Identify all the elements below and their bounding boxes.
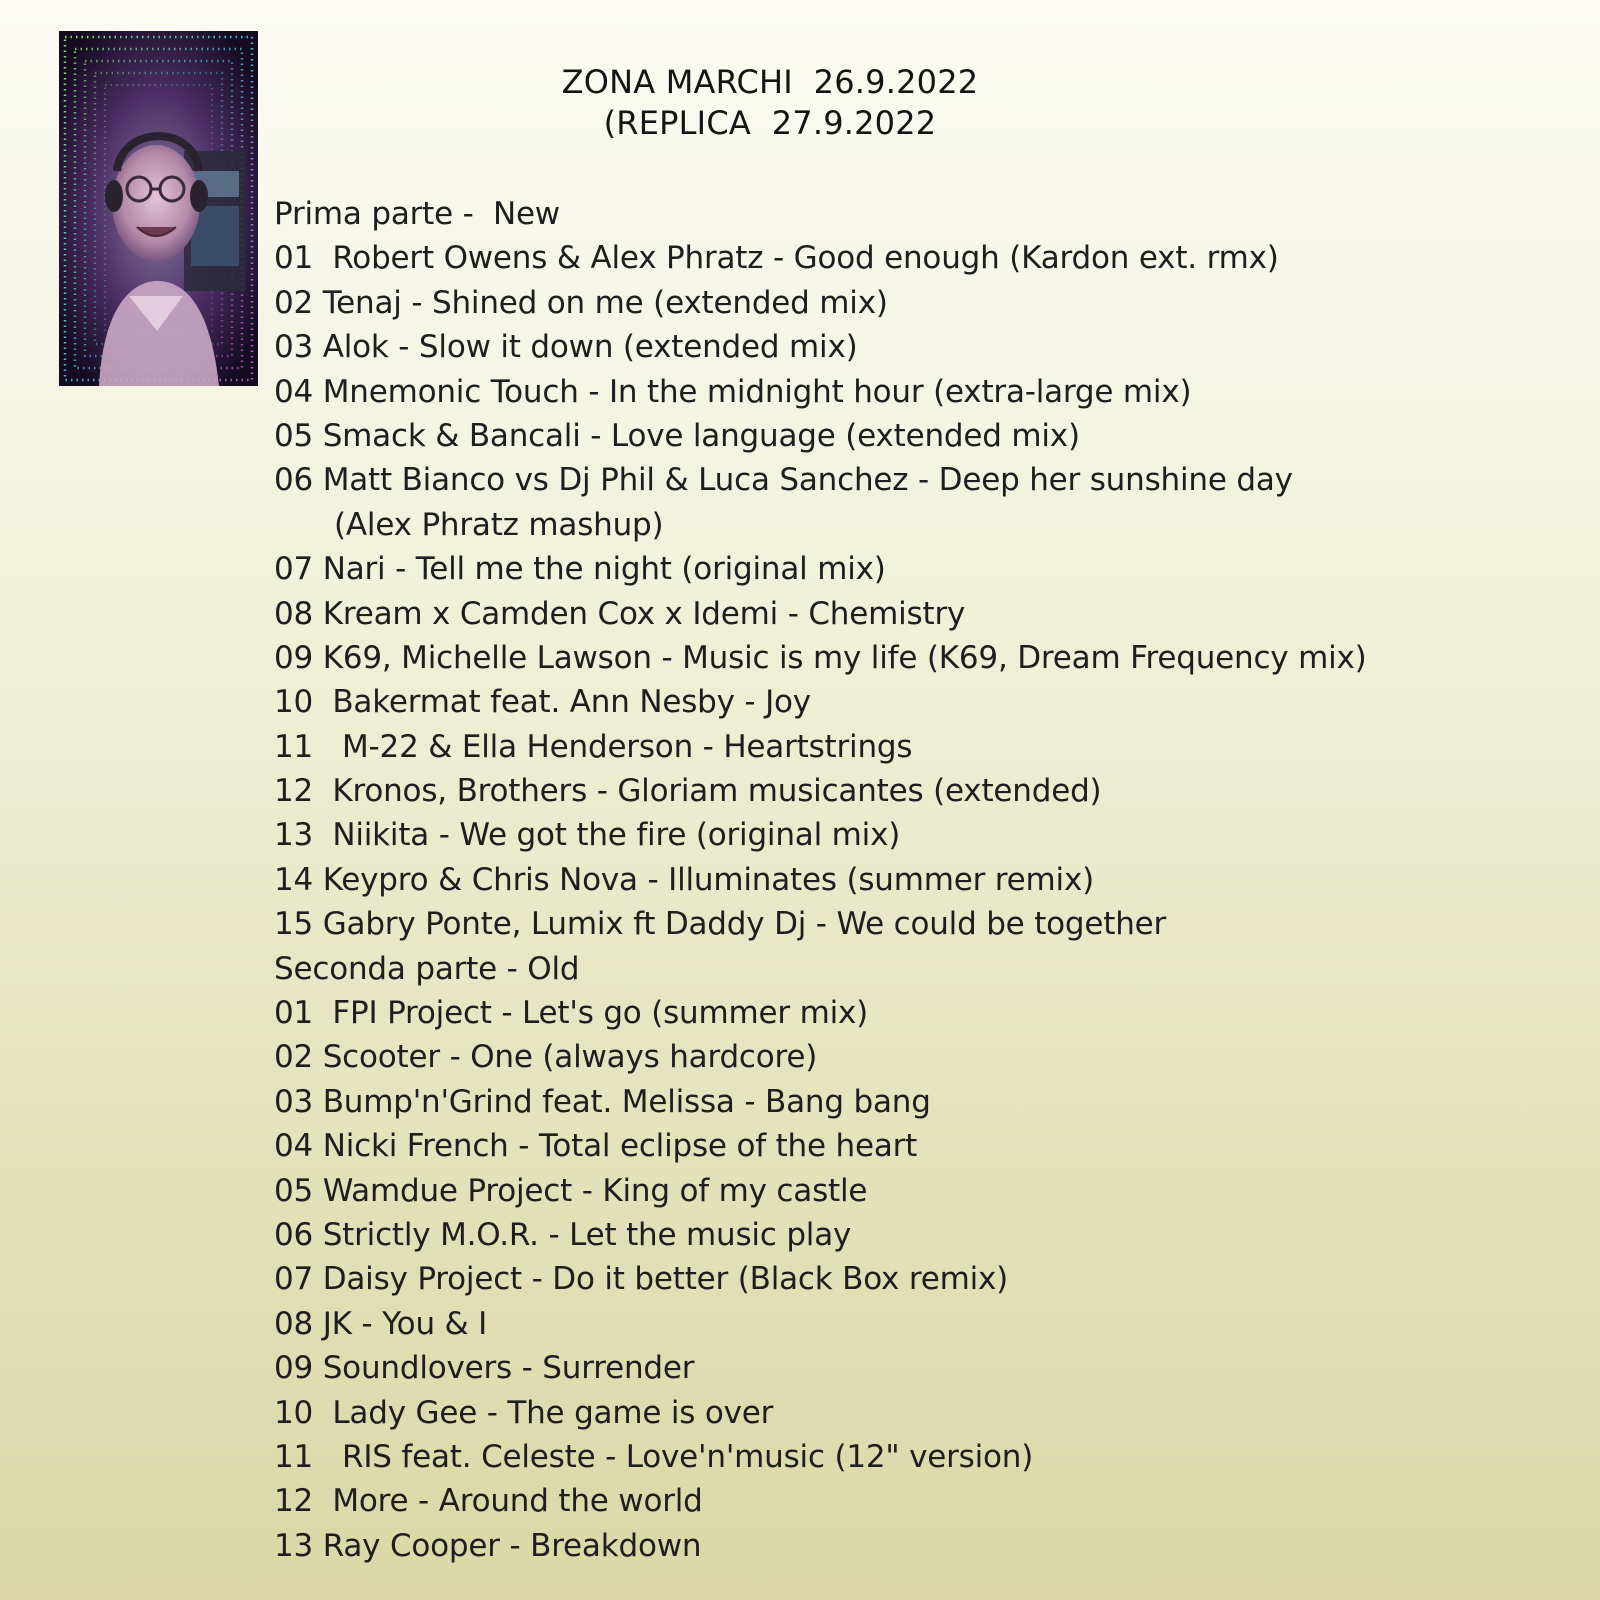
section-heading-old: Seconda parte - Old: [274, 950, 580, 987]
track-item-continuation: (Alex Phratz mashup): [334, 506, 664, 543]
track-item: 12 More - Around the world: [274, 1483, 703, 1520]
track-item: 11 RIS feat. Celeste - Love'n'music (12" version): [274, 1438, 1034, 1475]
track-item: 01 Robert Owens & Alex Phratz - Good enough (Kardon ext. rmx): [274, 240, 1279, 277]
tracklist: [274, 192, 1584, 1568]
section-heading-new: Prima parte - New: [274, 196, 560, 232]
track-item: 04 Mnemonic Touch - In the midnight hour (extra-large mix): [274, 373, 1192, 410]
title-line-1: ZONA MARCHI 26.9.2022: [561, 63, 979, 101]
track-item: 02 Scooter - One (always hardcore): [274, 1039, 818, 1076]
track-item: 13 Ray Cooper - Breakdown: [274, 1527, 702, 1564]
track-item: 05 Wamdue Project - King of my castle: [274, 1172, 868, 1209]
title-line-2: (REPLICA 27.9.2022: [603, 104, 937, 142]
track-item: 06 Strictly M.O.R. - Let the music play: [274, 1216, 852, 1253]
playlist-title: [560, 62, 980, 144]
track-item: 09 Soundlovers - Surrender: [274, 1350, 695, 1387]
track-item: 07 Nari - Tell me the night (original mix): [274, 551, 886, 588]
track-item: 10 Lady Gee - The game is over: [274, 1394, 774, 1431]
track-item: 04 Nicki French - Total eclipse of the heart: [274, 1128, 918, 1165]
track-item: 05 Smack & Bancali - Love language (extended mix): [274, 417, 1080, 454]
track-item: 03 Bump'n'Grind feat. Melissa - Bang bang: [274, 1083, 931, 1120]
track-item: 11 M-22 & Ella Henderson - Heartstrings: [274, 728, 913, 765]
track-item: 08 Kream x Camden Cox x Idemi - Chemistry: [274, 595, 966, 632]
track-item: 13 Niikita - We got the fire (original mix): [274, 817, 901, 854]
track-item: 03 Alok - Slow it down (extended mix): [274, 329, 858, 366]
track-item: 02 Tenaj - Shined on me (extended mix): [274, 284, 888, 321]
dj-portrait-photo: [59, 31, 258, 386]
track-item: 14 Keypro & Chris Nova - Illuminates (summer remix): [274, 861, 1094, 898]
track-item: 07 Daisy Project - Do it better (Black Box remix): [274, 1261, 1009, 1298]
track-item: 08 JK - You & I: [274, 1305, 488, 1342]
track-item: 10 Bakermat feat. Ann Nesby - Joy: [274, 684, 811, 721]
track-item: 12 Kronos, Brothers - Gloriam musicantes (extended): [274, 773, 1102, 810]
track-item: 01 FPI Project - Let's go (summer mix): [274, 995, 869, 1032]
dj-portrait-icon: [59, 31, 258, 386]
track-item: 06 Matt Bianco vs Dj Phil & Luca Sanchez - Deep her sunshine day: [274, 462, 1293, 499]
track-item: 15 Gabry Ponte, Lumix ft Daddy Dj - We could be together: [274, 906, 1167, 943]
track-item: 09 K69, Michelle Lawson - Music is my life (K69, Dream Frequency mix): [274, 639, 1367, 676]
